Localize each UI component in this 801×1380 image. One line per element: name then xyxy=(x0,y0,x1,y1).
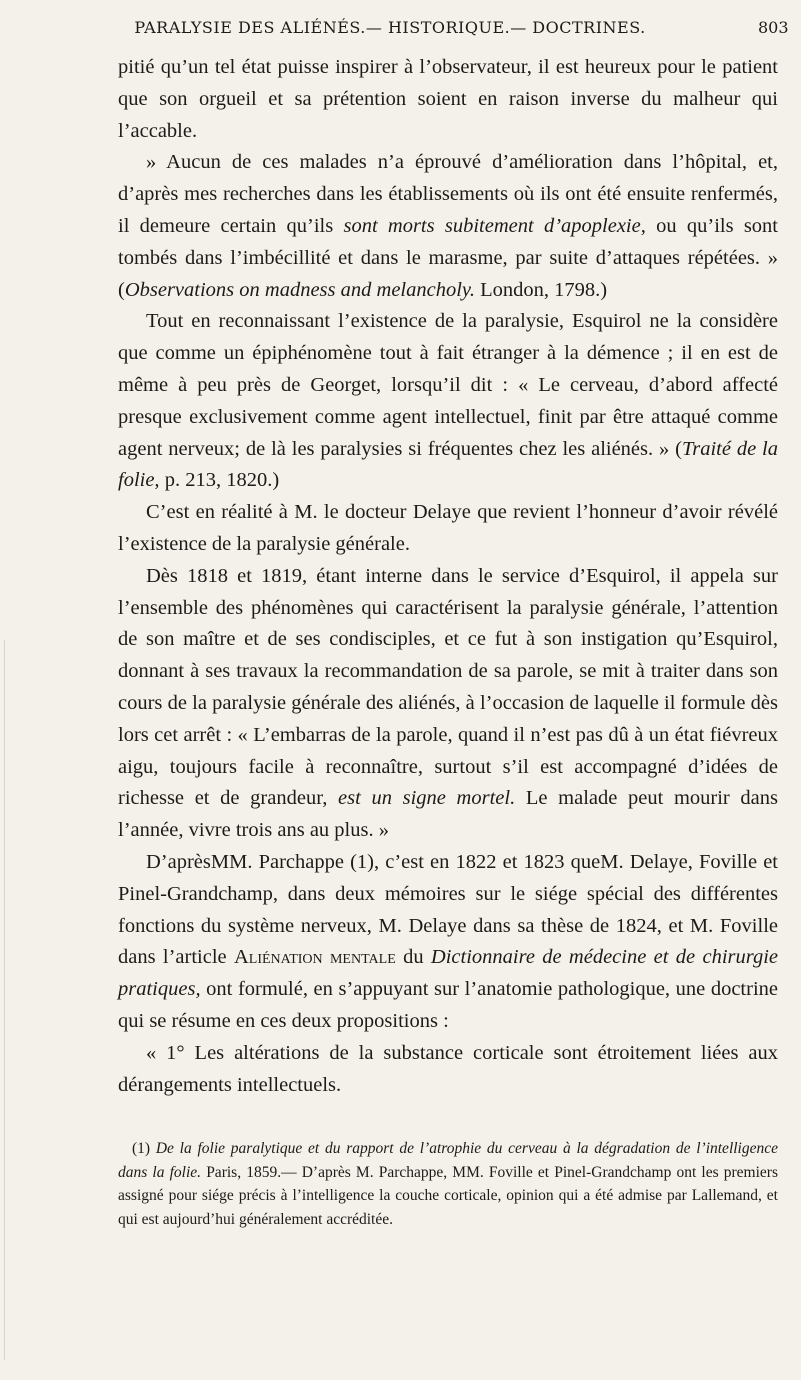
footnote-number: (1) xyxy=(132,1140,156,1157)
text-span: Le malade peut mourir dans l’année, vivre trois ans au plus. » xyxy=(118,787,779,842)
text-span: » Aucun de ces malades n’a éprouvé d’amélioration dans l’hôpital, et, d’après mes recherches dans les établissements où ils ont été ensuite renfermés, il demeure certain qu’ils xyxy=(118,151,778,237)
footnote-text: Paris, 1859.— D’après M. Parchappe, MM. Foville et Pinel-Grandchamp ont les premiers assigné pour siége précis à l’intelligence la couche corticale, opinion qui a été admise par Lallemand, et qui est aujourd’hui généralement accréditée. xyxy=(118,1163,778,1228)
main-text xyxy=(118,52,778,1101)
paragraph-6 xyxy=(118,847,778,1038)
running-title: PARALYSIE DES ALIÉNÉS.— HISTORIQUE.— DOCTRINES. xyxy=(134,18,646,37)
footnote-paragraph xyxy=(118,1137,778,1231)
paragraph-7: « 1° Les altérations de la substance corticale sont étroitement liées aux dérangements intellectuels. xyxy=(118,1041,778,1096)
text-span: London, 1798.) xyxy=(475,278,608,301)
italic-quote: est un signe mortel. xyxy=(338,787,516,810)
text-span: du xyxy=(395,946,431,969)
footnote-title: De la folie paralytique et du rapport de l’atrophie du cerveau à la dégradation de l’intelligence dans la folie. xyxy=(118,1140,778,1181)
book-title: Dictionnaire de médecine et de chirurgie pratiques, xyxy=(118,946,779,1001)
small-caps-term: Aliénation mentale xyxy=(233,946,396,969)
paragraph-2 xyxy=(118,147,778,306)
paragraph-4: C’est en réalité à M. le docteur Delaye que revient l’honneur d’avoir révélé l’existence de la paralysie générale. xyxy=(118,501,778,555)
italic-quote: sont morts subitement d’apoplexie, xyxy=(343,214,646,237)
text-span: ont formulé, en s’appuyant sur l’anatomie pathologique, une doctrine qui se résume en ces deux propositions : xyxy=(118,978,778,1032)
text-span: ou qu’ils sont tombés dans l’imbécillité et dans le marasme, par suite d’attaques répétées. » ( xyxy=(118,214,778,301)
paragraph-1: pitié qu’un tel état puisse inspirer à l’observateur, il est heureux pour le patient que son orgueil et sa prétention soient en raison inverse du malheur qui l’accable. xyxy=(118,56,778,142)
scan-edge xyxy=(4,640,5,1360)
book-title: Traité de la folie, xyxy=(118,437,778,492)
text-span: D’aprèsMM. Parchappe (1), c’est en 1822 et 1823 queM. Delaye, Foville et Pinel-Grandchamp, dans deux mémoires sur le siége spécial des différentes fonctions du système nerveux, M. Delaye dans sa thèse de 1824, et M. Foville dans l’article xyxy=(118,850,778,969)
book-title: Observations on madness and melancholy. xyxy=(124,278,475,301)
text-span: Dès 1818 et 1819, étant interne dans le service d’Esquirol, il appela sur l’ensemble des phénomènes qui caractérisent la paralysie générale, l’attention de son maître et de ses condisciples, et ce fut à son instigation qu’Esquirol, donnant à ses travaux la recommandation de sa parole, se mit à traiter dans son cours de la paralysie générale des aliénés, à l’occasion de laquelle il formule dès lors cet arrêt : « L’embarras de la parole, quand il n’est pas dû à un état fiévreux aigu, toujours facile à reconnaître, surtout s’il est accompagné d’idées de richesse et de grandeur, xyxy=(118,564,778,810)
footnote xyxy=(118,1137,778,1231)
page-number: 803 xyxy=(758,18,789,37)
text-span: p. 213, 1820.) xyxy=(159,469,280,492)
paragraph-5 xyxy=(118,561,778,847)
text-span: Tout en reconnaissant l’existence de la paralysie, Esquirol ne la considère que comme un épiphénomène tout à fait étranger à la démence ; il en est de même à peu près de Georget, lorsqu’il dit : « Le cerveau, d’abord affecté presque exclusivement comme agent intellectuel, finit par être attaqué comme agent nerveux; de là les paralysies si fréquentes chez les aliénés. » ( xyxy=(118,310,778,460)
paragraph-3 xyxy=(118,306,778,497)
